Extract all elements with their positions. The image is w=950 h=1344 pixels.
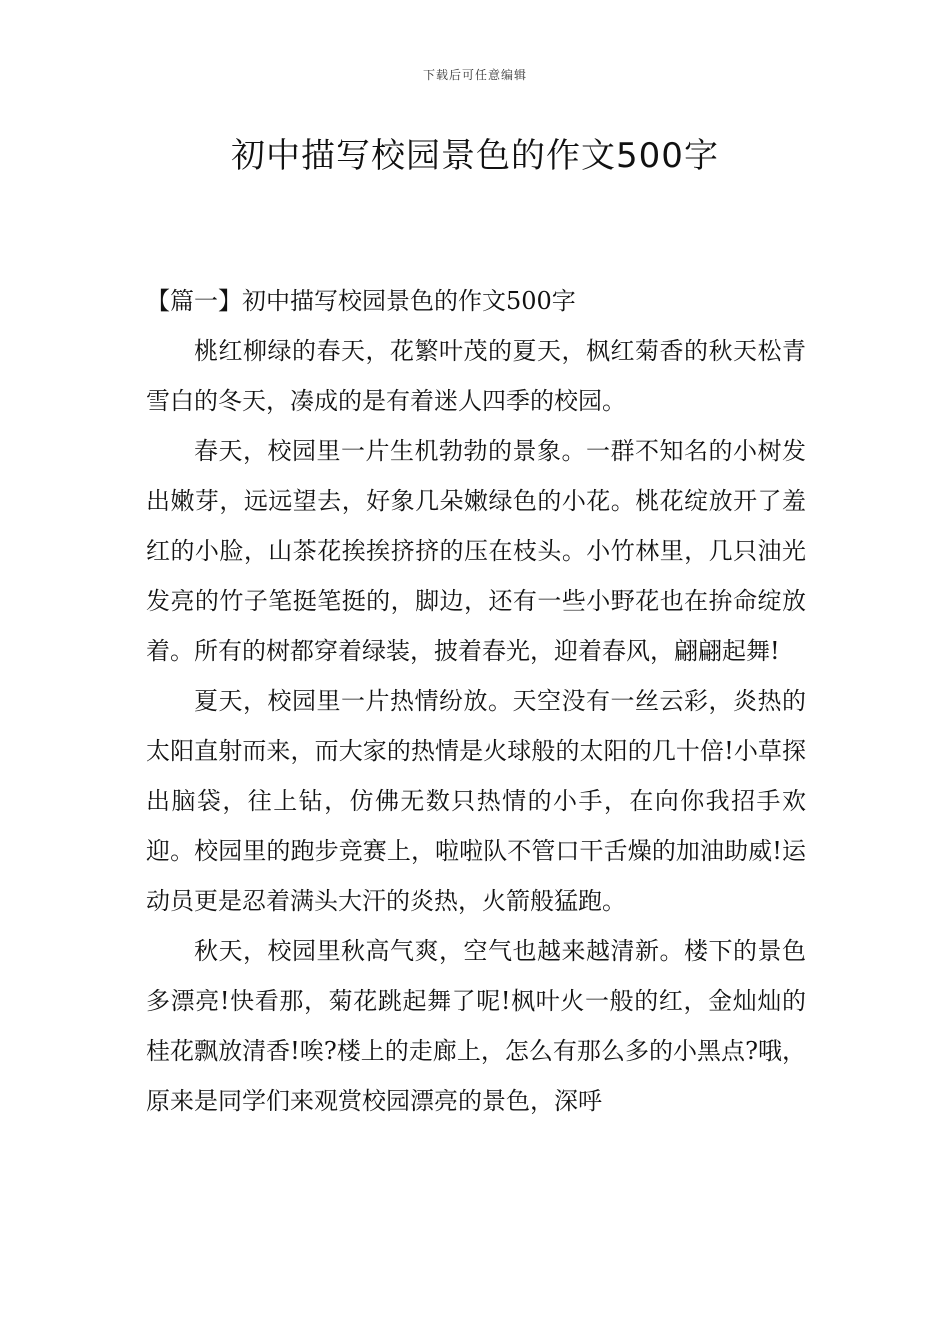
paragraph-summer: 夏天，校园里一片热情纷放。天空没有一丝云彩，炎热的太阳直射而来，而大家的热情是火球般的太阳的几十倍!小草探出脑袋，往上钻，仿佛无数只热情的小手，在向你我招手欢迎。校园里的跑步竞赛上，啦啦队不管口干舌燥的加油助威!运动员更是忍着满头大汗的炎热，火箭般猛跑。 (146, 687, 806, 915)
section-heading: 【篇一】初中描写校园景色的作文500字 (146, 287, 576, 315)
paragraph-autumn: 秋天，校园里秋高气爽，空气也越来越清新。楼下的景色多漂亮!快看那，菊花跳起舞了呢!枫叶火一般的红，金灿灿的桂花飘放清香!唉?楼上的走廊上，怎么有那么多的小黑点?哦，原来是同学们来观赏校园漂亮的景色，深呼 (146, 937, 806, 1115)
header-note: 下载后可任意编辑 (422, 68, 527, 82)
paragraph-spring: 春天，校园里一片生机勃勃的景象。一群不知名的小树发出嫩芽，远远望去，好象几朵嫩绿色的小花。桃花绽放开了羞红的小脸，山茶花挨挨挤挤的压在枝头。小竹林里，几只油光发亮的竹子笔挺笔挺的，脚边，还有一些小野花也在拚命绽放着。所有的树都穿着绿装，披着春光，迎着春风，翩翩起舞! (146, 437, 806, 665)
document-title: 初中描写校园景色的作文500字 (231, 136, 719, 176)
document-body (146, 276, 806, 1126)
paragraph-intro: 桃红柳绿的春天，花繁叶茂的夏天，枫红菊香的秋天松青雪白的冬天，凑成的是有着迷人四季的校园。 (146, 337, 806, 415)
